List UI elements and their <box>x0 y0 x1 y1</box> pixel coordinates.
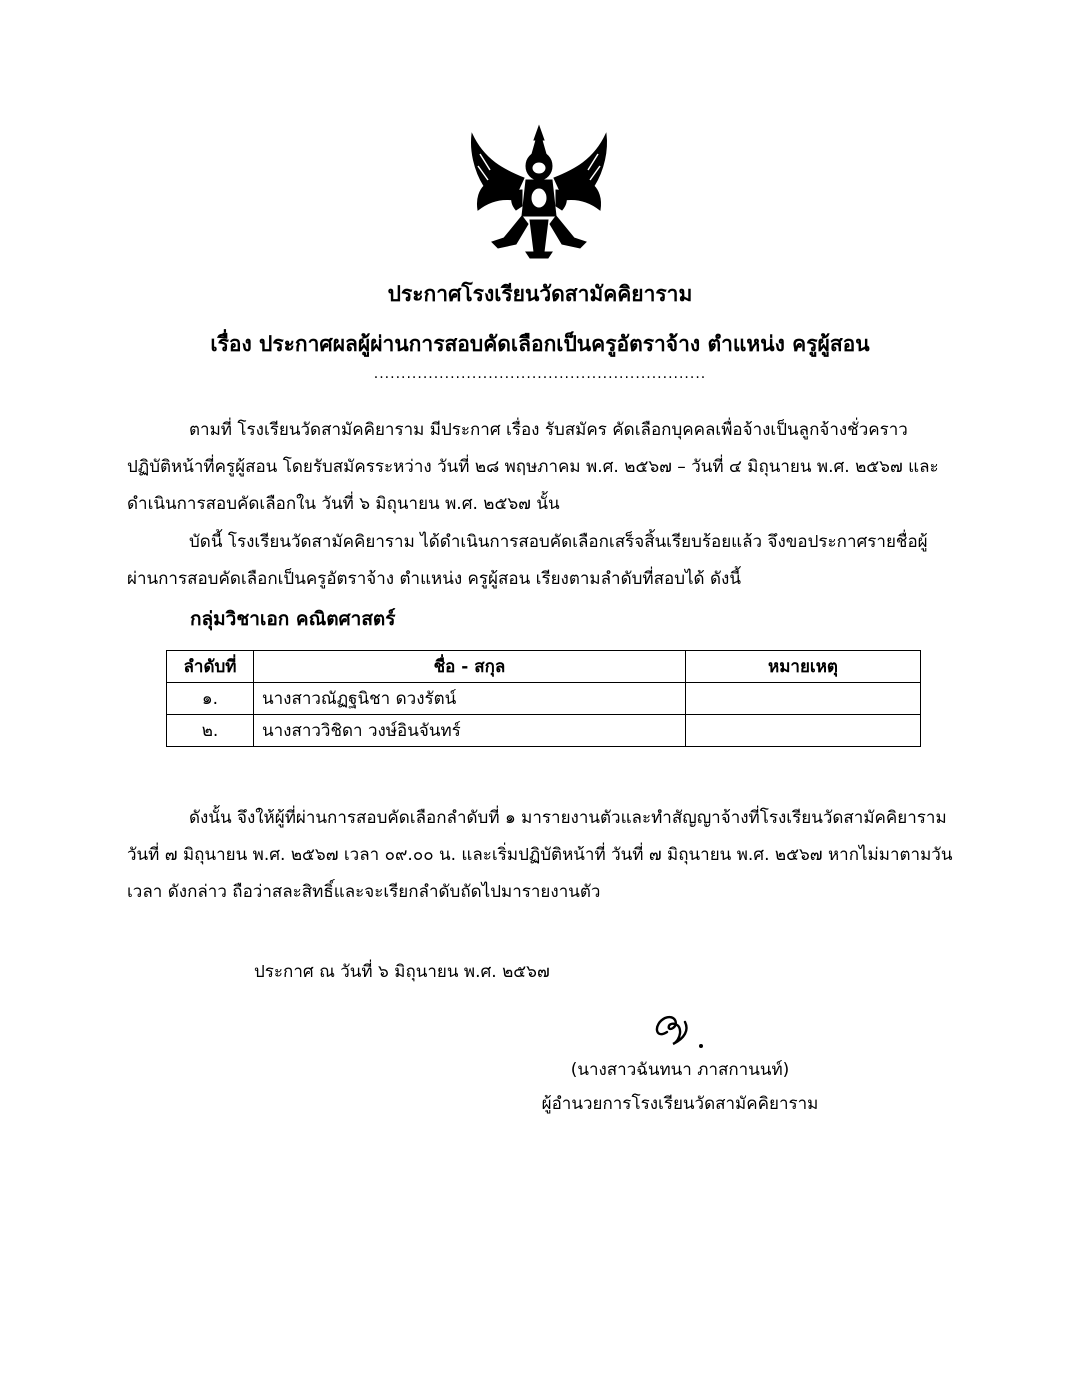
signer-position: ผู้อำนวยการโรงเรียนวัดสามัคคิยาราม <box>541 1094 819 1114</box>
announcement-date: ประกาศ ณ วันที่ ๖ มิถุนายน พ.ศ. ๒๕๖๗ <box>254 962 550 982</box>
instruction-paragraph-text: ดังนั้น จึงให้ผู้ที่ผ่านการสอบคัดเลือกลำดับที่ ๑ มารายงานตัวและทำสัญญาจ้างที่โรงเรียนวัดสามัคคิยาราม วันที่ ๗ มิถุนายน พ.ศ. ๒๕๖๗ เวลา ๐๙.๐๐ น. และเริ่มปฏิบัติหน้าที่ วันที่ ๗ มิถุนายน พ.ศ. ๒๕๖๗ หากไม่มาตามวัน เวลา ดังกล่าว ถือว่าสละสิทธิ์และจะเรียกลำดับถัดไปมารายงานตัว <box>127 808 953 902</box>
signer-name: (นางสาวฉันทนา ภาสกานนท์) <box>570 1060 790 1080</box>
subject-heading: เรื่อง ประกาศผลผู้ผ่านการสอบคัดเลือกเป็นครูอัตราจ้าง ตำแหน่ง ครูผู้สอน <box>210 332 870 356</box>
results-table <box>166 650 921 747</box>
row-note-cell <box>686 715 921 747</box>
handwritten-signature-icon <box>645 1010 715 1054</box>
instruction-paragraph <box>127 800 957 911</box>
column-header-order: ลำดับที่ <box>167 651 254 683</box>
row-note-cell <box>686 683 921 715</box>
intro-paragraph <box>127 412 957 523</box>
dotted-divider: ............................................................. <box>373 366 707 382</box>
page-title: ประกาศโรงเรียนวัดสามัคคิยาราม <box>387 282 693 306</box>
row-name-cell: นางสาววิชิดา วงษ์อินจันทร์ <box>254 715 686 747</box>
column-header-name: ชื่อ - สกุล <box>254 651 686 683</box>
table-row <box>167 715 921 747</box>
intro-paragraph-text: ตามที่ โรงเรียนวัดสามัคคิยาราม มีประกาศ เรื่อง รับสมัคร คัดเลือกบุคคลเพื่อจ้างเป็นลูกจ้างชั่วคราว ปฏิบัติหน้าที่ครูผู้สอน โดยรับสมัครระหว่าง วันที่ ๒๘ พฤษภาคม พ.ศ. ๒๕๖๗ – วันที่ ๔ มิถุนายน พ.ศ. ๒๕๖๗ และดำเนินการสอบคัดเลือกใน วันที่ ๖ มิถุนายน พ.ศ. ๒๕๖๗ นั้น <box>127 420 939 514</box>
row-order-cell: ๑. <box>167 683 254 715</box>
subject-group-heading: กลุ่มวิชาเอก คณิตศาสตร์ <box>190 608 396 630</box>
column-header-note: หมายเหตุ <box>686 651 921 683</box>
table-header-row <box>167 651 921 683</box>
result-paragraph-text: บัดนี้ โรงเรียนวัดสามัคคิยาราม ได้ดำเนินการสอบคัดเลือกเสร็จสิ้นเรียบร้อยแล้ว จึงขอประกาศรายชื่อผู้ผ่านการสอบคัดเลือกเป็นครูอัตราจ้าง ตำแหน่ง ครูผู้สอน เรียงตามลำดับที่สอบได้ ดังนี้ <box>127 532 928 589</box>
row-name-cell: นางสาวณัฏฐนิชา ดวงรัตน์ <box>254 683 686 715</box>
garuda-emblem-icon <box>464 120 614 260</box>
result-paragraph <box>127 524 957 598</box>
row-order-cell: ๒. <box>167 715 254 747</box>
table-row <box>167 683 921 715</box>
